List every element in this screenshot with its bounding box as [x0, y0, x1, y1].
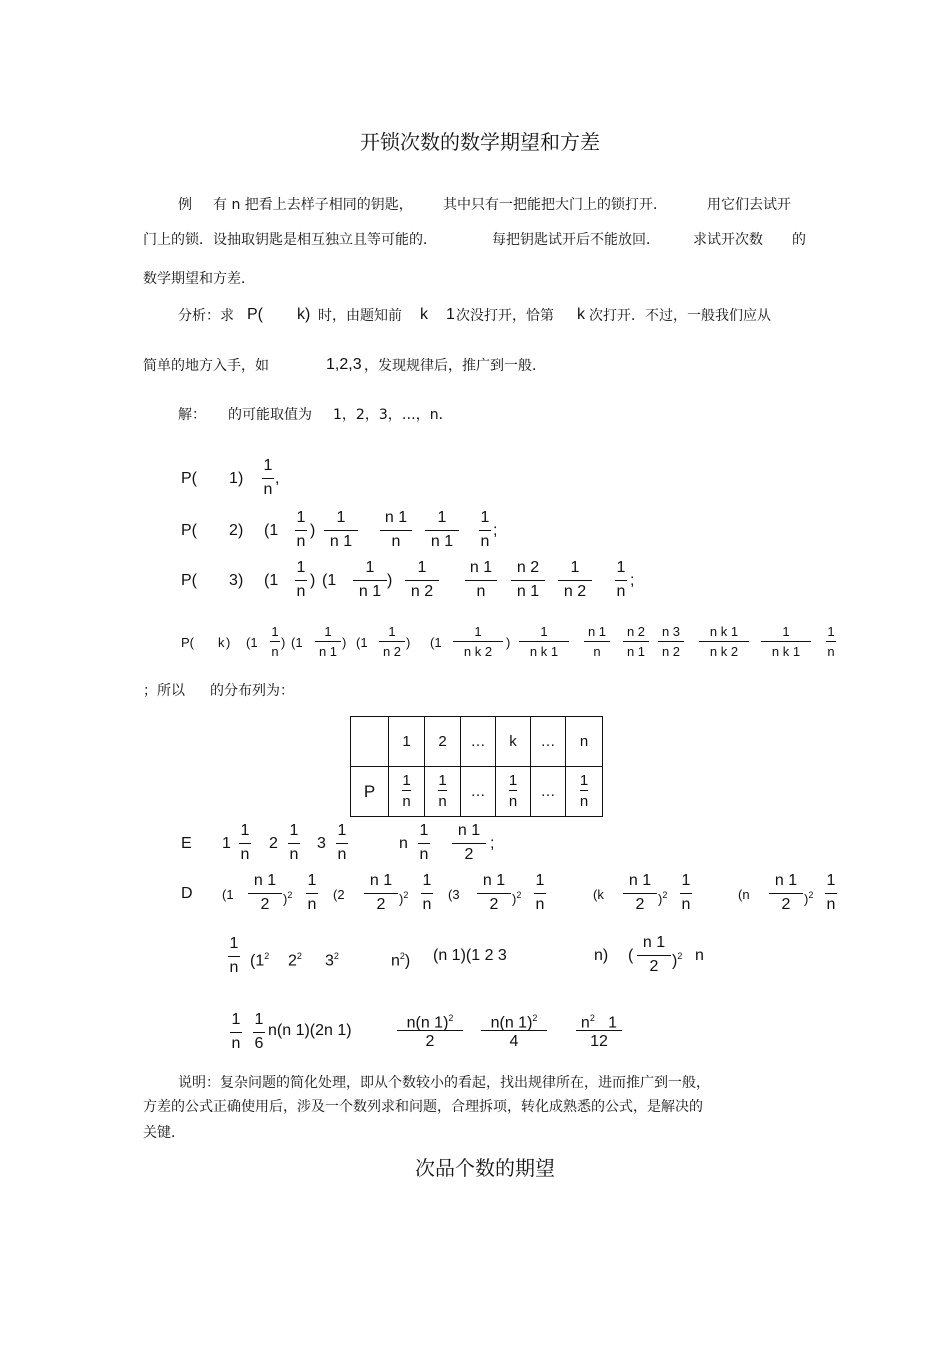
math: (1	[356, 635, 368, 650]
problem-label: 例	[178, 197, 192, 213]
analysis-text: 时，由题知前	[318, 308, 402, 324]
math: ,	[275, 470, 280, 487]
math: (1	[264, 572, 279, 589]
table-cell: …	[461, 717, 496, 767]
note-text: 方差的公式正确使用后，涉及一个数列求和问题，合理拆项，转化成熟悉的公式，是解决的	[143, 1099, 703, 1115]
math: n)	[594, 947, 609, 964]
math: n	[695, 947, 704, 964]
problem-text: 用它们去试开	[707, 197, 791, 213]
table-cell: $\frac{1}{n}$	[425, 767, 461, 817]
math: )	[506, 635, 511, 650]
math: P(	[247, 306, 263, 323]
math: (1	[322, 572, 337, 589]
math: )	[387, 572, 393, 589]
math: (1	[222, 887, 234, 902]
solution-values: 1，2，3，…，n．	[333, 407, 453, 423]
math: (1	[430, 635, 442, 650]
table-cell: k	[496, 717, 531, 767]
math: 3	[229, 572, 238, 589]
problem-text: 数学期望和方差．	[143, 271, 255, 287]
math: ;	[490, 835, 495, 852]
table-cell: …	[531, 767, 566, 817]
prob-label: P(	[181, 635, 194, 650]
prob-label: P(	[181, 470, 197, 487]
solution-text: 的可能取值为	[228, 407, 312, 423]
math: ;	[493, 522, 498, 539]
analysis-text: 次打开．不过，一般我们应从	[589, 308, 771, 324]
solution-label: 解：	[178, 407, 206, 423]
math: (	[628, 947, 634, 964]
table-row	[351, 717, 603, 767]
math: n	[399, 835, 408, 852]
math: )$^2$	[283, 890, 293, 907]
table-cell	[351, 717, 389, 767]
math: )$^2$	[672, 951, 683, 970]
math: ($1^2$	[250, 951, 270, 970]
variance-label: D	[181, 885, 193, 902]
math: n(n 1)(2n 1)	[268, 1022, 352, 1039]
math: )	[238, 572, 244, 589]
problem-text: 其中只有一把能把大门上的锁打开．	[443, 197, 667, 213]
math: )	[342, 635, 347, 650]
math: 3	[317, 835, 326, 852]
note-text: 说明：复杂问题的简化处理，即从个数较小的看起，找出规律所在，进而推广到一般，	[178, 1075, 710, 1091]
math: )$^2$	[399, 890, 409, 907]
math: k	[577, 306, 585, 323]
table-row	[351, 767, 603, 817]
math: 2	[229, 522, 238, 539]
math: (2	[333, 887, 345, 902]
table-cell: 1	[389, 717, 425, 767]
math: )	[406, 635, 411, 650]
problem-text: 求试开次数	[693, 232, 763, 248]
math: )	[238, 522, 244, 539]
math: $n^2$)	[391, 951, 411, 970]
math: )$^2$	[804, 890, 814, 907]
analysis-text: 分析：求	[178, 308, 234, 324]
math: )	[310, 522, 316, 539]
problem-text: 每把钥匙试开后不能放回．	[492, 232, 660, 248]
note-text: 关键．	[143, 1125, 185, 1141]
problem-text: 的	[792, 232, 806, 248]
math: ;	[630, 572, 635, 589]
math: 1	[229, 470, 238, 487]
section-title: 次品个数的期望	[415, 1156, 555, 1180]
math: (n 1)(1 2 3	[433, 947, 507, 964]
math: 1	[222, 835, 231, 852]
distribution-table	[350, 716, 603, 817]
prob-label: P(	[181, 522, 197, 539]
expectation-label: E	[181, 835, 192, 852]
page-title: 开锁次数的数学期望和方差	[360, 130, 600, 154]
dist-intro: ；所以	[143, 683, 185, 699]
table-cell: 2	[425, 717, 461, 767]
math: (1	[246, 635, 258, 650]
dist-intro: 的分布列为：	[210, 683, 294, 699]
math: )	[281, 635, 286, 650]
problem-text: 门上的锁．设抽取钥匙是相互独立且等可能的．	[143, 232, 437, 248]
math: )	[226, 635, 231, 650]
math: )$^2$	[512, 890, 522, 907]
math: $3^2$	[325, 951, 339, 970]
math: k)	[297, 306, 311, 323]
table-cell: $\frac{1}{n}$	[566, 767, 603, 817]
table-cell: …	[461, 767, 496, 817]
math: k	[218, 635, 225, 650]
math: (3	[448, 887, 460, 902]
analysis-text: 简单的地方入手，如	[143, 358, 269, 374]
analysis-text: 次没打开，恰第	[456, 308, 554, 324]
math: (n	[738, 887, 750, 902]
prob-label: P(	[181, 572, 197, 589]
math: )	[238, 470, 244, 487]
table-cell: …	[531, 717, 566, 767]
math: (1	[291, 635, 303, 650]
table-cell: n	[566, 717, 603, 767]
math: k	[420, 306, 428, 323]
math: 1	[446, 306, 455, 323]
table-cell: P	[351, 767, 389, 817]
table-cell: $\frac{1}{n}$	[496, 767, 531, 817]
problem-text: 有 n 把看上去样子相同的钥匙，	[213, 197, 413, 213]
math: )	[310, 572, 316, 589]
analysis-text: ，发现规律后，推广到一般．	[364, 358, 546, 374]
table-cell: $\frac{1}{n}$	[389, 767, 425, 817]
math: 1,2,3	[326, 356, 362, 373]
math: (1	[264, 522, 279, 539]
math: $2^2$	[288, 951, 302, 970]
math: (k	[593, 887, 604, 902]
math: 2	[269, 835, 278, 852]
math: )$^2$	[658, 890, 668, 907]
